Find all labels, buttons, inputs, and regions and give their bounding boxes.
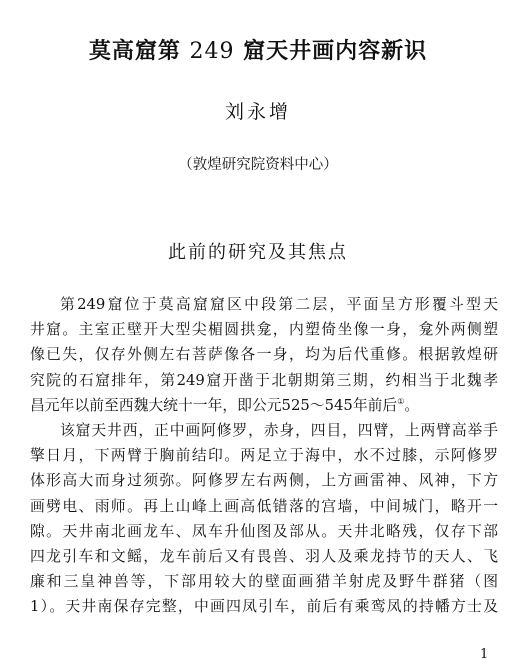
paragraph-2-line: 擎日月，下两臂于胸前结印。两足立于海中，水不过膝，示阿修罗 [30,447,498,465]
author-name: 刘永增 [224,101,291,123]
title-cave-number: 249 [189,39,235,64]
paragraph-1-line: 井窟。主室正壁开大型尖楣圆拱龛，内塑倚坐像一身，龛外两侧塑 [30,321,498,339]
paragraph-1-line-text: 昌元年以前至西魏大统十一年，即公元525～545年前后 [30,396,398,414]
author-affiliation: （敦煌研究院资料中心） [178,157,338,173]
article-title [0,34,516,65]
title-suffix: 窟天井画内容新识 [243,39,428,64]
paragraph-1-line: 像已失，仅存外侧左右菩萨像各一身，均为后代重修。根据敦煌研 [30,346,498,364]
paragraph-1-period: 。 [404,396,420,414]
body-text [30,292,498,620]
paragraph-2-line: 画劈电、雨师。再上山峰上画高低错落的宫墙，中间城门，略开一 [30,497,498,515]
paragraph-2-line: 隙。天井南北画龙车、凤车升仙图及部从。天井北略残，仅存下部 [30,522,498,540]
paragraph-1-line: 究院的石窟排年，第249窟开凿于北朝期第三期，约相当于北魏孝 [30,371,498,389]
paragraph-1-last-line [30,393,498,418]
paragraph-2-line: 廉和三皇神兽等，下部用较大的壁面画猎羊射虎及野牛群猪（图 [30,573,498,591]
section-heading: 此前的研究及其焦点 [168,242,348,263]
paragraph-2-line: 体形高大而身过须弥。阿修罗左右两侧，上方画雷神、风神，下方 [30,472,498,490]
title-prefix: 莫高窟第 [88,39,181,64]
page-number: 1 [480,647,489,662]
paragraph-1-line: 第249窟位于莫高窟窟区中段第二层，平面呈方形覆斗型天 [60,296,498,313]
footnote-marker[interactable]: ① [397,396,405,406]
paragraph-2-line: 该窟天井西，正中画阿修罗，赤身，四目，四臂，上两臂高举手 [60,422,498,440]
paragraph-2-line: 1）。天井南保存完整，中画四凤引车，前后有乘鸾凤的持幡方士及 [30,598,498,616]
paragraph-2-line: 四龙引车和文鳐，龙车前后又有畏兽、羽人及乘龙持节的天人、飞 [30,548,498,566]
